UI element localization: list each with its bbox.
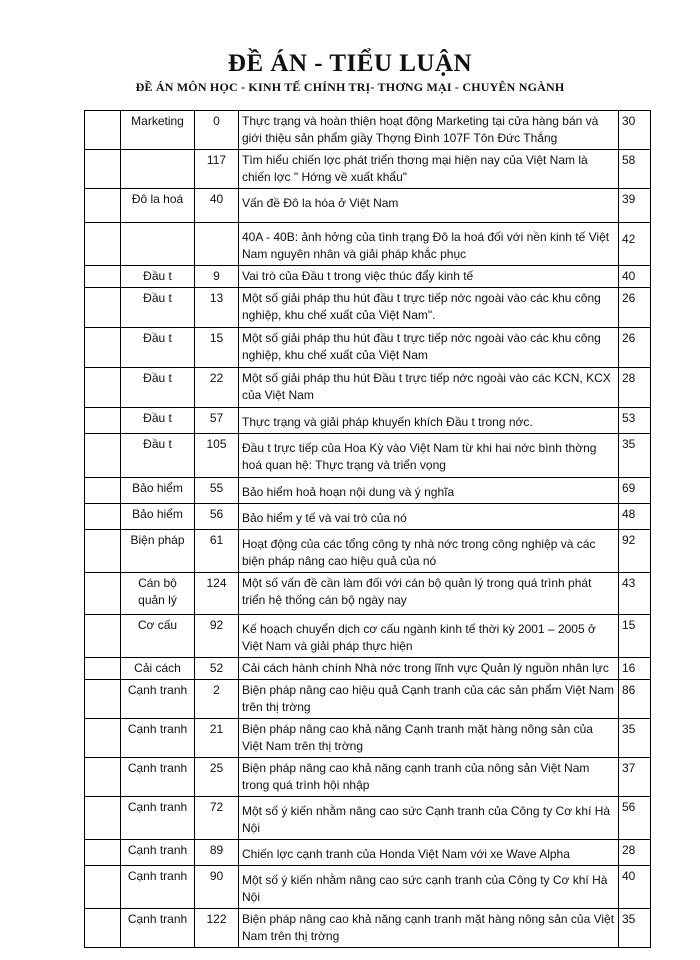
number-cell: 117 — [195, 150, 239, 189]
number-cell: 72 — [195, 797, 239, 840]
category-cell — [121, 223, 195, 266]
category-cell: Cạnh tranh — [121, 909, 195, 948]
title-cell: Hoạt động của các tổng công ty nhà nớc trong công nghiệp và các biện pháp nâng cao hiệu quả của nó — [239, 530, 619, 573]
category-cell: Bảo hiểm — [121, 478, 195, 504]
page-count-cell: 15 — [619, 615, 651, 658]
blank-cell — [85, 288, 121, 328]
number-cell: 15 — [195, 328, 239, 368]
page-count-cell: 48 — [619, 504, 651, 530]
table-row — [85, 719, 651, 758]
topic-table — [84, 110, 651, 948]
table-row — [85, 530, 651, 573]
table-row — [85, 658, 651, 680]
blank-cell — [85, 658, 121, 680]
category-cell: Marketing — [121, 111, 195, 150]
page-count-cell: 39 — [619, 189, 651, 223]
category-cell: Đầu t — [121, 288, 195, 328]
category-cell: Cán bộ quản lý — [121, 573, 195, 615]
page-count-cell: 35 — [619, 909, 651, 948]
category-cell: Cạnh tranh — [121, 840, 195, 866]
blank-cell — [85, 189, 121, 223]
page-count-cell: 40 — [619, 266, 651, 288]
number-cell: 57 — [195, 408, 239, 434]
page-count-cell: 53 — [619, 408, 651, 434]
number-cell: 22 — [195, 368, 239, 408]
category-cell: Cạnh tranh — [121, 797, 195, 840]
category-cell: Cạnh tranh — [121, 866, 195, 909]
blank-cell — [85, 680, 121, 719]
table-row — [85, 288, 651, 328]
blank-cell — [85, 408, 121, 434]
title-cell: Bảo hiểm y tế và vai trò của nó — [239, 504, 619, 530]
number-cell: 13 — [195, 288, 239, 328]
title-cell: Bảo hiểm hoả hoạn nội dung và ý nghĩa — [239, 478, 619, 504]
title-cell: Tìm hiểu chiến lợc phát triển thơng mại hiện nay của Việt Nam là chiến lợc " Hớng về xuất khẩu" — [239, 150, 619, 189]
table-row — [85, 758, 651, 797]
number-cell: 25 — [195, 758, 239, 797]
category-cell: Biện pháp — [121, 530, 195, 573]
blank-cell — [85, 266, 121, 288]
table-row — [85, 866, 651, 909]
table-row — [85, 328, 651, 368]
title-cell: Một số giải pháp thu hút đầu t trực tiếp nớc ngoài vào các khu công nghiệp, khu chế xuất của Việt Nam". — [239, 288, 619, 328]
category-cell: Đầu t — [121, 434, 195, 478]
number-cell: 92 — [195, 615, 239, 658]
number-cell: 52 — [195, 658, 239, 680]
number-cell: 9 — [195, 266, 239, 288]
category-cell: Đầu t — [121, 328, 195, 368]
number-cell: 2 — [195, 680, 239, 719]
topic-table-body — [85, 111, 651, 948]
category-cell: Cải cách — [121, 658, 195, 680]
page-count-cell: 58 — [619, 150, 651, 189]
page-count-cell: 69 — [619, 478, 651, 504]
category-cell: Cạnh tranh — [121, 680, 195, 719]
table-row — [85, 266, 651, 288]
page-count-cell: 28 — [619, 840, 651, 866]
title-cell: Một số giải pháp thu hút đầu t trực tiếp nớc ngoài vào các khu công nghiệp, khu chế xuất của Việt Nam — [239, 328, 619, 368]
blank-cell — [85, 530, 121, 573]
page-count-cell: 26 — [619, 288, 651, 328]
category-cell: Đô la hoá — [121, 189, 195, 223]
table-row — [85, 680, 651, 719]
page-count-cell: 43 — [619, 573, 651, 615]
category-cell: Đầu t — [121, 408, 195, 434]
title-cell: Thực trạng và hoàn thiện hoạt động Marketing tại cửa hàng bán và giới thiệu sản phẩm giầy Thợng Đình 107F Tôn Đức Thắng — [239, 111, 619, 150]
number-cell: 40 — [195, 189, 239, 223]
blank-cell — [85, 434, 121, 478]
blank-cell — [85, 150, 121, 189]
title-cell: Kế hoạch chuyển dịch cơ cấu ngành kinh tế thời kỳ 2001 – 2005 ở Việt Nam và giải pháp thực hiện — [239, 615, 619, 658]
number-cell: 105 — [195, 434, 239, 478]
table-row — [85, 111, 651, 150]
blank-cell — [85, 797, 121, 840]
number-cell: 61 — [195, 530, 239, 573]
document-subtitle: ĐỀ ÁN MÔN HỌC - KINH TẾ CHÍNH TRỊ- THƠNG MẠI - CHUYÊN NGÀNH — [135, 80, 565, 94]
blank-cell — [85, 223, 121, 266]
blank-cell — [85, 478, 121, 504]
table-row — [85, 797, 651, 840]
blank-cell — [85, 758, 121, 797]
blank-cell — [85, 573, 121, 615]
page-count-cell: 37 — [619, 758, 651, 797]
page-count-cell: 92 — [619, 530, 651, 573]
blank-cell — [85, 615, 121, 658]
table-row — [85, 223, 651, 266]
blank-cell — [85, 909, 121, 948]
table-row — [85, 573, 651, 615]
table-row — [85, 434, 651, 478]
number-cell: 89 — [195, 840, 239, 866]
category-cell — [121, 150, 195, 189]
blank-cell — [85, 368, 121, 408]
category-cell: Cạnh tranh — [121, 719, 195, 758]
title-cell: Đầu t trực tiếp của Hoa Kỳ vào Việt Nam từ khi hai nớc bình thờng hoá quan hệ: Thực trạng và triển vọng — [239, 434, 619, 478]
title-cell: Một số ý kiến nhằm nâng cao sức Cạnh tranh của Công ty Cơ khí Hà Nội — [239, 797, 619, 840]
title-cell: Một số vấn đề cần làm đối với cán bộ quản lý trong quá trình phát triển hệ thống cán bộ ngày nay — [239, 573, 619, 615]
blank-cell — [85, 328, 121, 368]
page-count-cell: 56 — [619, 797, 651, 840]
title-cell: Chiến lợc cạnh tranh của Honda Việt Nam với xe Wave Alpha — [239, 840, 619, 866]
title-cell: Vấn đề Đô la hóa ở Việt Nam — [239, 189, 619, 223]
table-row — [85, 150, 651, 189]
page-count-cell: 35 — [619, 434, 651, 478]
category-cell: Đầu t — [121, 368, 195, 408]
number-cell: 0 — [195, 111, 239, 150]
title-cell: Vai trò của Đầu t trong việc thúc đẩy kinh tế — [239, 266, 619, 288]
title-cell: Biện pháp nâng cao hiệu quả Cạnh tranh của các sản phẩm Việt Nam trên thị trờng — [239, 680, 619, 719]
category-cell: Cơ cấu — [121, 615, 195, 658]
number-cell — [195, 223, 239, 266]
title-cell: Một số giải pháp thu hút Đầu t trực tiếp nớc ngoài vào các KCN, KCX của Việt Nam — [239, 368, 619, 408]
page-count-cell: 28 — [619, 368, 651, 408]
category-cell: Đầu t — [121, 266, 195, 288]
table-row — [85, 504, 651, 530]
table-row — [85, 615, 651, 658]
number-cell: 90 — [195, 866, 239, 909]
table-row — [85, 189, 651, 223]
number-cell: 55 — [195, 478, 239, 504]
document-title: ĐỀ ÁN - TIỂU LUẬN — [227, 50, 473, 77]
page-count-cell: 40 — [619, 866, 651, 909]
title-cell: Thực trạng và giải pháp khuyến khích Đầu t trong nớc. — [239, 408, 619, 434]
number-cell: 21 — [195, 719, 239, 758]
blank-cell — [85, 719, 121, 758]
blank-cell — [85, 866, 121, 909]
title-cell: 40A - 40B: ảnh hởng của tình trạng Đô la hoá đối với nền kinh tế Việt Nam nguyên nhân và giải pháp khắc phục — [239, 223, 619, 266]
category-cell: Bảo hiểm — [121, 504, 195, 530]
title-cell: Biện pháp nâng cao khả năng Cạnh tranh mặt hàng nông sản của Việt Nam trên thị trờng — [239, 719, 619, 758]
table-row — [85, 408, 651, 434]
title-cell: Cải cách hành chính Nhà nớc trong lĩnh vực Quản lý nguồn nhân lực — [239, 658, 619, 680]
page-count-cell: 30 — [619, 111, 651, 150]
blank-cell — [85, 111, 121, 150]
page-count-cell: 86 — [619, 680, 651, 719]
title-cell: Biện pháp nâng cao khả năng cạnh tranh của nông sản Việt Nam trong quá trình hội nhập — [239, 758, 619, 797]
title-cell: Một số ý kiến nhằm nâng cao sức cạnh tranh của Công ty Cơ khí Hà Nội — [239, 866, 619, 909]
page-count-cell: 35 — [619, 719, 651, 758]
number-cell: 56 — [195, 504, 239, 530]
document-header — [0, 50, 700, 95]
blank-cell — [85, 504, 121, 530]
table-row — [85, 368, 651, 408]
number-cell: 124 — [195, 573, 239, 615]
page-count-cell: 16 — [619, 658, 651, 680]
table-row — [85, 840, 651, 866]
table-row — [85, 478, 651, 504]
page-count-cell: 26 — [619, 328, 651, 368]
page-count-cell: 42 — [619, 223, 651, 266]
table-row — [85, 909, 651, 948]
number-cell: 122 — [195, 909, 239, 948]
title-cell: Biện pháp nâng cao khả năng cạnh tranh mặt hàng nông sản của Việt Nam trên thị trờng — [239, 909, 619, 948]
blank-cell — [85, 840, 121, 866]
category-cell: Cạnh tranh — [121, 758, 195, 797]
